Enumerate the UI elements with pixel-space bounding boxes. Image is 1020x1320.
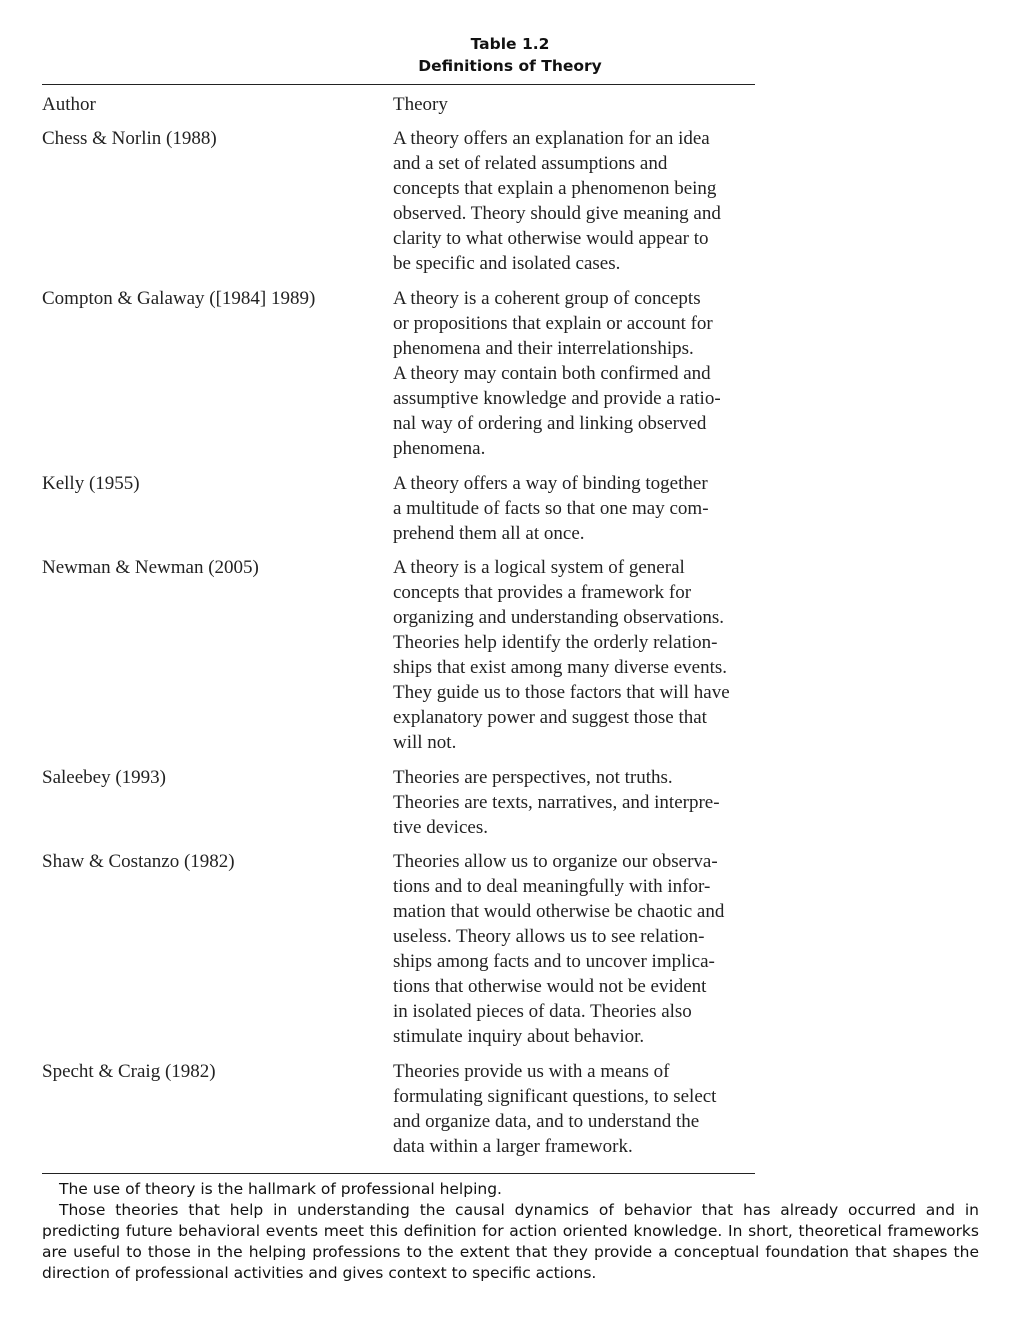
author-cell: Kelly (1955) bbox=[42, 473, 140, 494]
theory-cell: Theories are perspectives, not truths. Theories are texts, narratives, and interpre- tive devices. bbox=[393, 767, 720, 838]
theory-cell: A theory is a logical system of general concepts that provides a framework for organizing and understanding observations. Theories help identify the orderly relation- ships that exist among many diverse events. They guide us to those factors that will have explanatory power and suggest those that will not. bbox=[393, 557, 730, 753]
author-cell: Newman & Newman (2005) bbox=[42, 557, 259, 578]
column-header-author: Author bbox=[42, 94, 96, 115]
author-cell: Saleebey (1993) bbox=[42, 767, 166, 788]
theory-cell: Theories provide us with a means of formulating significant questions, to select and organize data, and to understand the data within a larger framework. bbox=[393, 1061, 717, 1157]
table-top-rule bbox=[42, 84, 755, 85]
theory-cell: A theory is a coherent group of concepts or propositions that explain or account for phenomena and their interrelationships. A theory may contain both confirmed and assumptive knowledge and provide a ratio- nal way of ordering and linking observed phenomena. bbox=[393, 288, 721, 459]
table-label: Table 1.2 bbox=[470, 35, 550, 53]
theory-cell: A theory offers an explanation for an idea and a set of related assumptions and concepts that explain a phenomenon being observed. Theory should give meaning and clarity to what otherwise would appear to be specific and isolated cases. bbox=[393, 128, 721, 274]
body-paragraph: Those theories that help in understanding the causal dynamics of behavior that has already occurred and in predicting future behavioral events meet this definition for action oriented knowledge. In short, theoretical frameworks are useful to those in the helping professions to the extent that they provide a conceptual foundation that shapes the direction of professional activities and gives context to specific actions. bbox=[42, 1201, 979, 1282]
body-paragraph: The use of theory is the hallmark of professional helping. bbox=[59, 1180, 502, 1198]
author-cell: Chess & Norlin (1988) bbox=[42, 128, 217, 149]
table-bottom-rule bbox=[42, 1173, 755, 1174]
author-cell: Compton & Galaway ([1984] 1989) bbox=[42, 288, 316, 309]
author-cell: Specht & Craig (1982) bbox=[42, 1061, 216, 1082]
theory-cell: Theories allow us to organize our observa- tions and to deal meaningfully with infor- mation that would otherwise be chaotic and useless. Theory allows us to see relation- ships among facts and to uncover implica- tions that otherwise would not be evident in isolated pieces of data. Theories also stimulate inquiry about behavior. bbox=[393, 851, 725, 1047]
author-cell: Shaw & Costanzo (1982) bbox=[42, 851, 235, 872]
theory-cell: A theory offers a way of binding together a multitude of facts so that one may com- prehend them all at once. bbox=[393, 473, 709, 544]
table-title: Definitions of Theory bbox=[418, 57, 602, 75]
column-header-theory: Theory bbox=[393, 94, 448, 115]
